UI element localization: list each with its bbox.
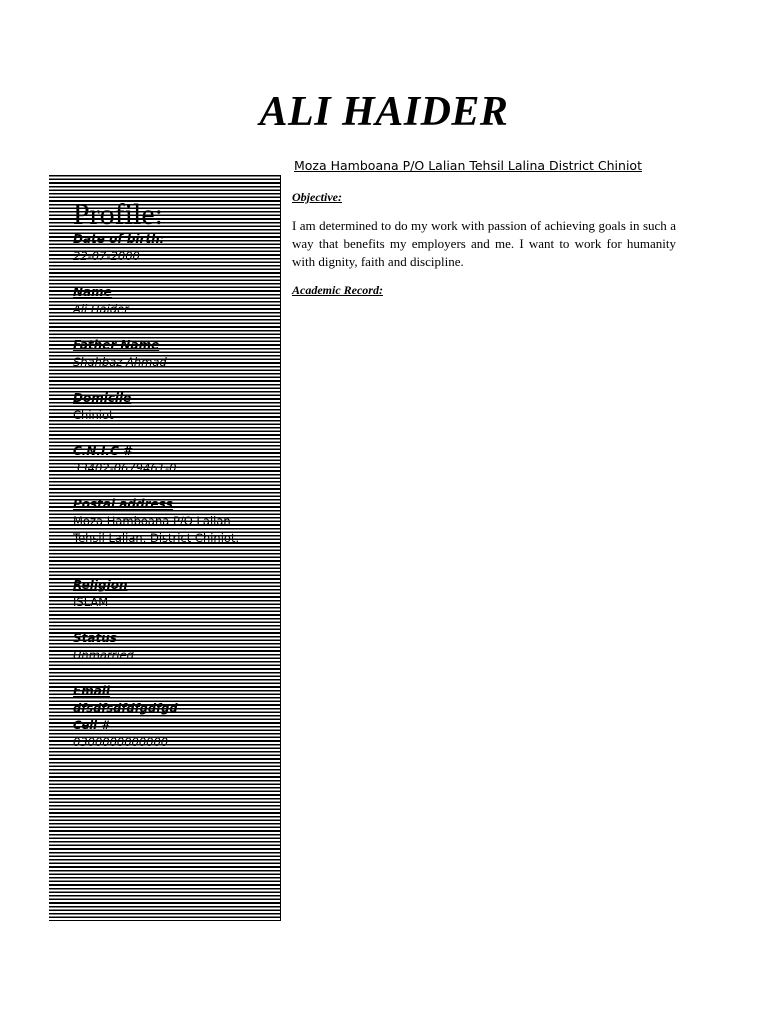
cnic-label: C.N.I.C # [73,444,132,458]
cell-value: 0300000000000 [73,735,169,749]
father-name-label: Father Name [73,338,160,352]
header-address: Moza Hamboana P/O Lalian Tehsil Lalina District Chiniot [294,158,642,173]
cell-field [73,717,280,751]
main-content [292,190,676,310]
cell-label: Cell # [73,718,110,732]
postal-address-field [73,496,280,547]
academic-record-heading: Academic Record: [292,283,383,297]
dob-field [73,231,280,265]
profile-sidebar [49,175,281,921]
domicile-label: Domicile [73,391,132,405]
profile-heading: Profile: [73,198,163,231]
dob-value: 22-07-2000 [73,249,140,263]
objective-heading: Objective: [292,190,342,204]
name-label: Name [73,285,112,299]
status-field [73,630,280,664]
religion-value: ISLAM [73,595,109,609]
domicile-field [73,390,280,424]
postal-address-line2: Tehsil Lalian, District Chiniot. [73,531,240,545]
objective-text: I am determined to do my work with passion of achieving goals in such a way that benefits my employers and me. I want to work for humanity with dignity, faith and discipline. [292,218,676,269]
postal-address-line1: Moza Hamboana P/O Lalian [73,514,231,528]
email-label: Email [73,684,111,698]
cnic-field [73,443,280,477]
father-name-field [73,337,280,371]
religion-label: Religion [73,578,128,592]
name-field [73,284,280,318]
postal-address-label: Postal address [73,497,173,511]
email-field [73,683,280,717]
cnic-value: 33402-0679461-0 [73,461,177,475]
name-value: Ali Haider [73,302,129,316]
resume-name-title: ALI HAIDER [259,89,509,135]
status-value: Unmarried [73,648,134,662]
dob-label: Date of birth: [73,232,165,246]
domicile-value: Chiniot [73,408,114,422]
status-label: Status [73,631,117,645]
email-value: dfsdfsdfdfgdfgd [73,701,178,715]
father-name-value: Shahbaz Ahmad [73,355,167,369]
religion-field [73,577,280,611]
